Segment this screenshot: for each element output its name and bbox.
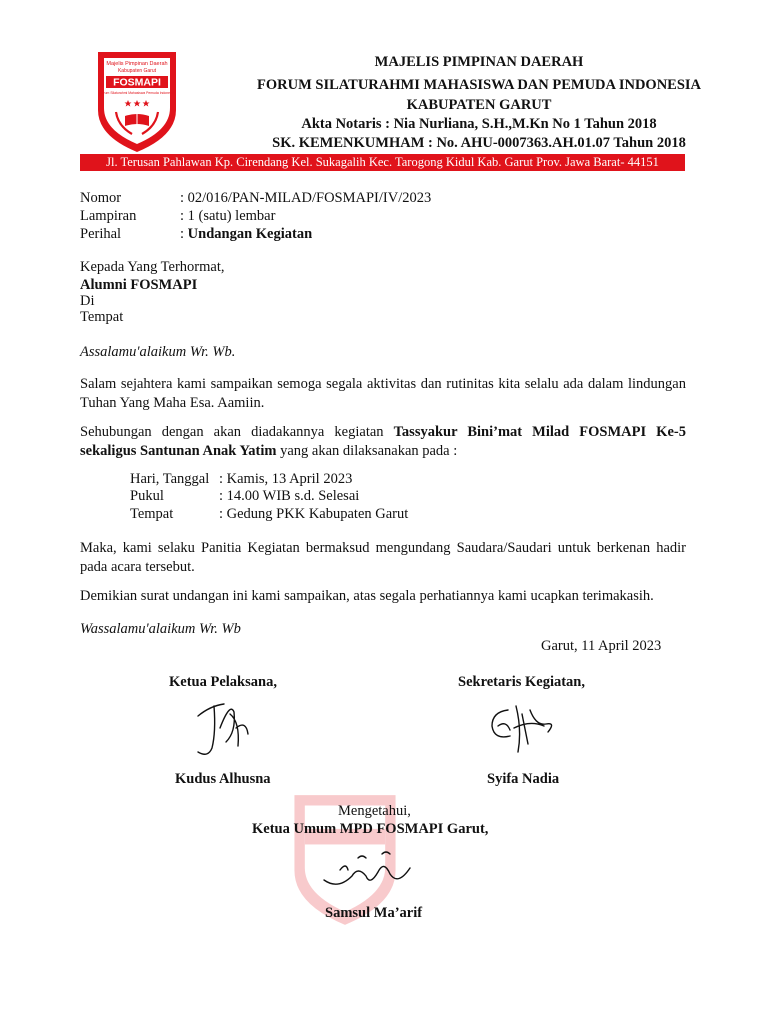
- hari-label: Hari, Tanggal: [130, 471, 210, 487]
- opening-greeting: Assalamu'alaikum Wr. Wb.: [80, 344, 236, 360]
- org-line-2: FORUM SILATURAHMI MAHASISWA DAN PEMUDA INDONESIA: [256, 77, 702, 93]
- left-signer-title: Ketua Pelaksana,: [169, 674, 277, 690]
- address-bar: Jl. Terusan Pahlawan Kp. Cirendang Kel. Sukagalih Kec. Tarogong Kidul Kab. Garut Prov. Jawa Barat- 44151: [80, 154, 685, 171]
- paragraph-1: Salam sejahtera kami sampaikan semoga segala aktivitas dan rutinitas kita selalu ada dalam lindungan Tuhan Yang Maha Esa. Aamiin.: [80, 376, 686, 411]
- lampiran-value: : 1 (satu) lembar: [180, 208, 276, 224]
- paragraph-3: Maka, kami selaku Panitia Kegiatan bermaksud mengundang Saudara/Saudari untuk berkenan hadir pada acara tersebut.: [80, 540, 686, 575]
- center-signer-name: Samsul Ma’arif: [325, 905, 423, 921]
- decree-line: SK. KEMENKUMHAM : No. AHU-0007363.AH.01.07 Tahun 2018: [272, 135, 686, 151]
- recipient-place: Tempat: [80, 309, 124, 325]
- acknowledge-label: Mengetahui,: [338, 803, 411, 819]
- notary-line: Akta Notaris : Nia Nurliana, S.H.,M.Kn No 1 Tahun 2018: [301, 116, 657, 132]
- right-signer-name: Syifa Nadia: [487, 771, 560, 787]
- center-signer-title: Ketua Umum MPD FOSMAPI Garut,: [252, 821, 489, 837]
- perihal-value: : Undangan Kegiatan: [180, 226, 313, 242]
- left-signer-name: Kudus Alhusna: [175, 771, 271, 787]
- recipient-name: Alumni FOSMAPI: [80, 277, 198, 293]
- logo-motto-text: Forum Silaturahmi Mahasiswa Pemuda Indonesia: [99, 91, 175, 95]
- pukul-value: : 14.00 WIB s.d. Selesai: [219, 488, 360, 504]
- org-line-3: KABUPATEN GARUT: [406, 97, 552, 113]
- right-signature: [486, 700, 566, 760]
- tempat-label: Tempat: [130, 506, 174, 522]
- fosmapi-logo: [92, 48, 182, 156]
- recipient-salutation: Kepada Yang Terhormat,: [80, 259, 225, 275]
- recipient-di: Di: [80, 293, 95, 309]
- tempat-value: : Gedung PKK Kabupaten Garut: [219, 506, 409, 522]
- right-signer-title: Sekretaris Kegiatan,: [458, 674, 585, 690]
- lampiran-label: Lampiran: [80, 208, 137, 224]
- hari-value: : Kamis, 13 April 2023: [219, 471, 353, 487]
- paragraph-2: Sehubungan dengan akan diadakannya kegiatan Tassyakur Bini’mat Milad FOSMAPI Ke-5 sekaligus Santunan Anak Yatim yang akan dilaksanakan pada :: [80, 424, 686, 459]
- place-date: Garut, 11 April 2023: [541, 638, 662, 654]
- closing-greeting: Wassalamu'alaikum Wr. Wb: [80, 621, 241, 637]
- center-signature: [318, 846, 418, 898]
- left-signature: [190, 692, 260, 764]
- nomor-value: : 02/016/PAN-MILAD/FOSMAPI/IV/2023: [180, 190, 432, 206]
- org-line-1: MAJELIS PIMPINAN DAERAH: [374, 54, 584, 70]
- logo-sub-text: Kabupaten Garut: [117, 68, 157, 74]
- pukul-label: Pukul: [130, 488, 164, 504]
- logo-top-text: Majelis Pimpinan Daerah: [106, 61, 168, 67]
- nomor-label: Nomor: [80, 190, 122, 206]
- perihal-label: Perihal: [80, 226, 122, 242]
- paragraph-4: Demikian surat undangan ini kami sampaikan, atas segala perhatiannya kami ucapkan terimakasih.: [80, 588, 654, 604]
- logo-brand-text: FOSMAPI: [113, 76, 161, 89]
